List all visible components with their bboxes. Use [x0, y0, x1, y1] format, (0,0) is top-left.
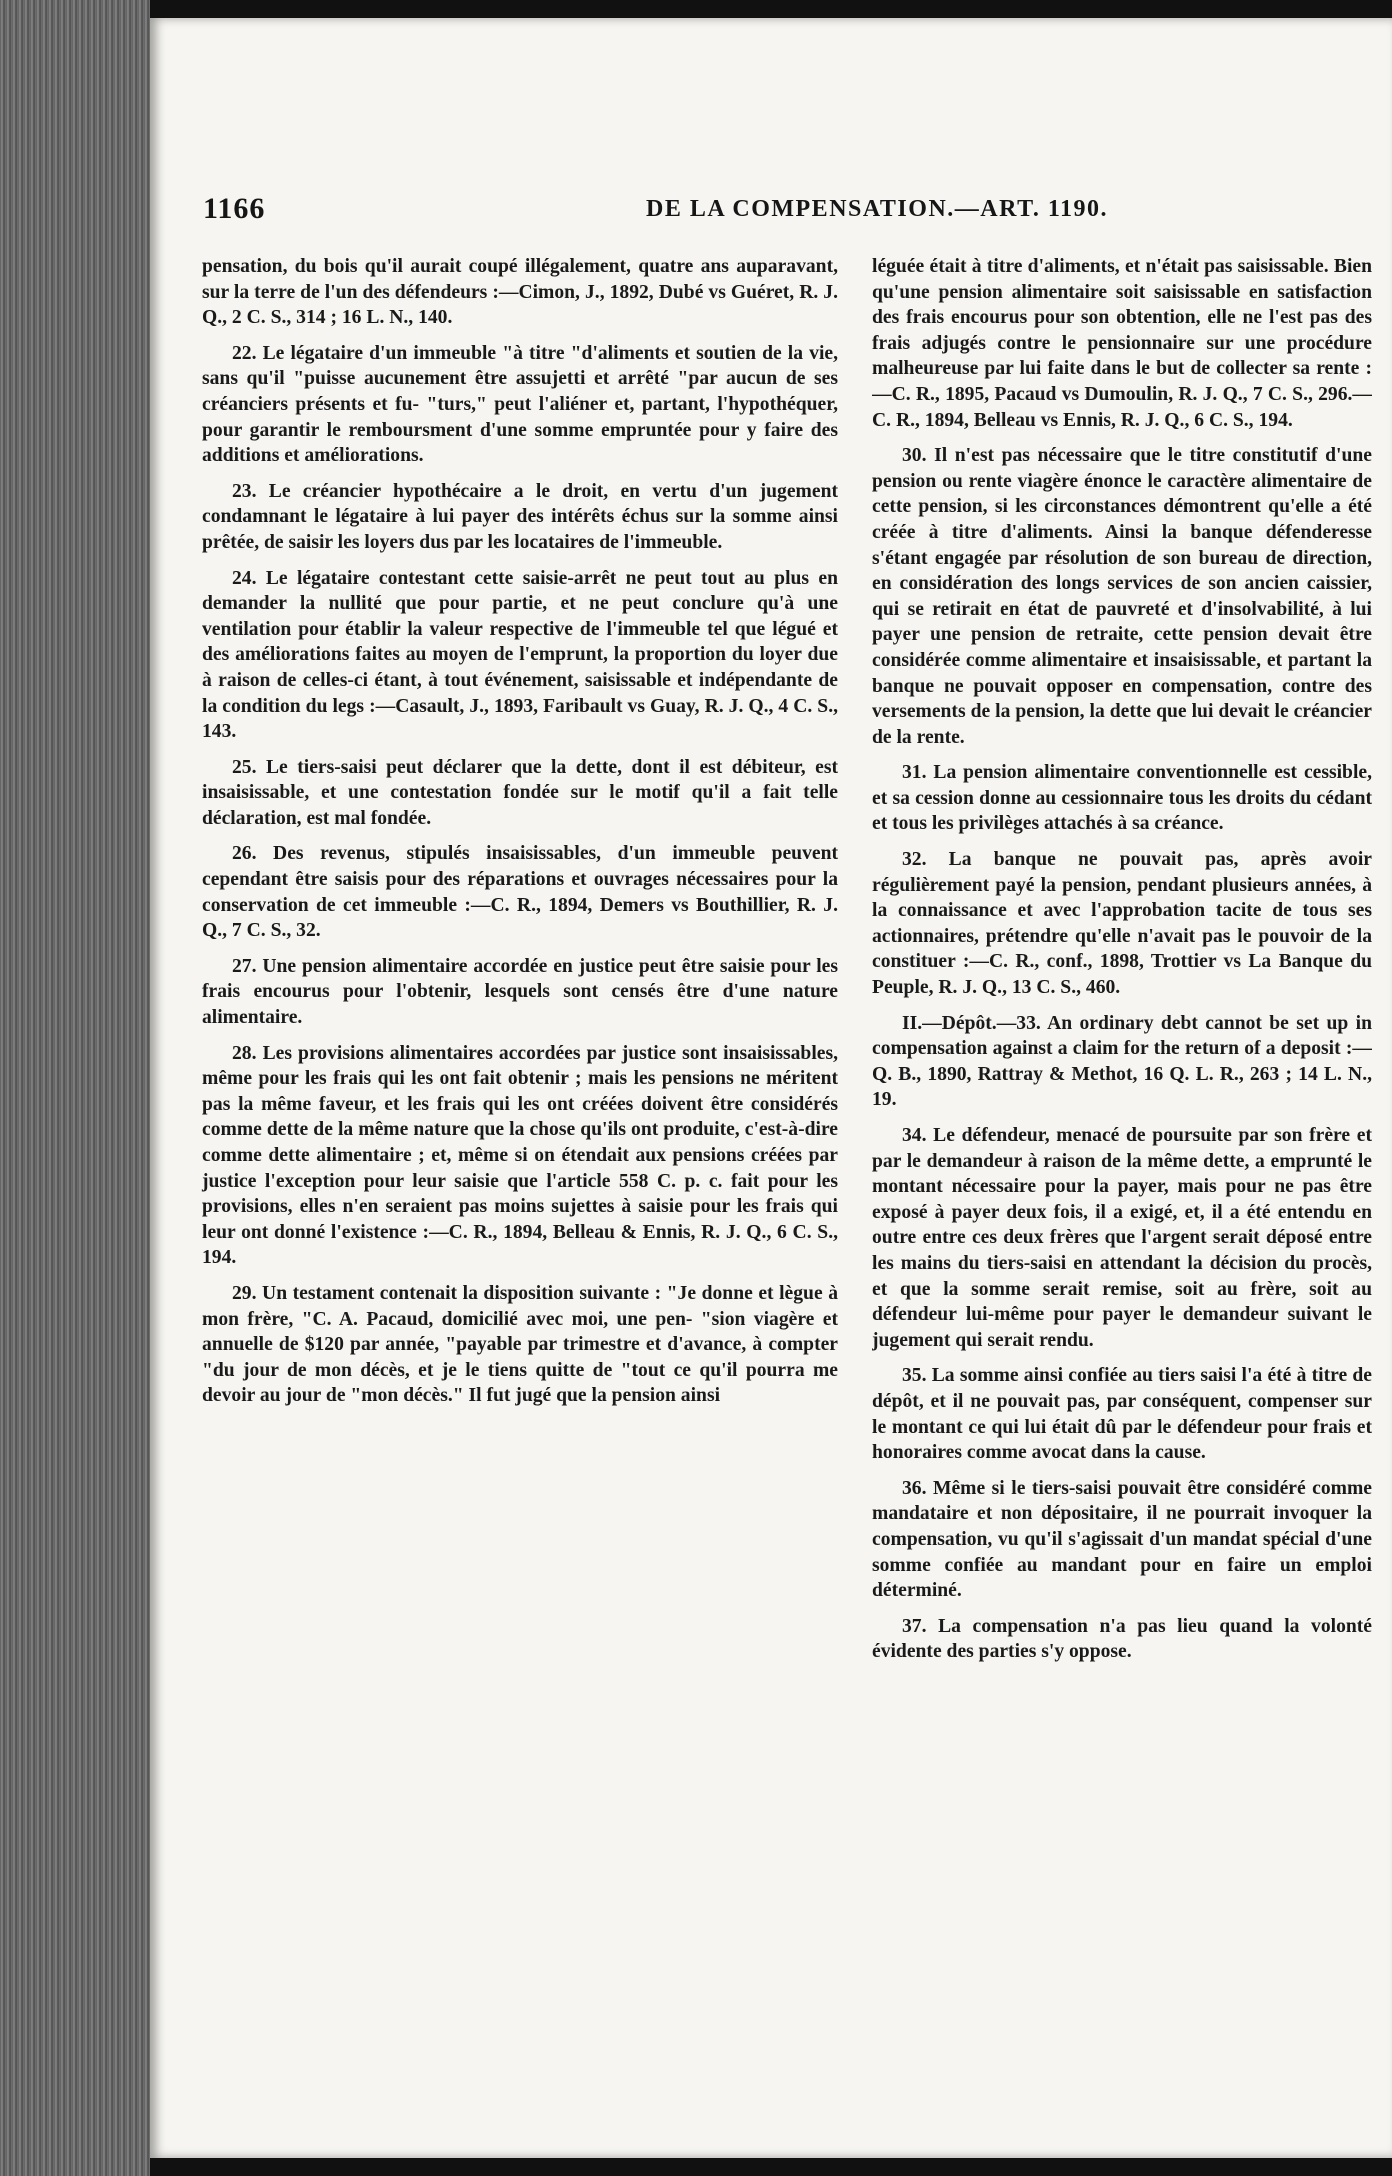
- paragraph-31: 31. La pension alimentaire conventionnelle est cessible, et sa cession donne au cessionnaire tous les droits du cédant et tous les privilèges attachés à sa créance.: [872, 762, 1372, 835]
- paragraph-29: 29. Un testament contenait la disposition suivante : "Je donne et lègue à mon frère, "C. A. Pacaud, domicilié avec moi, une pen- "sion viagère et annuelle de $120 par année, "payable par trimestre et d'avance, à compter "du jour de mon décès, et je le tiens quitte de "tout ce qu'il pourra me devoir au jour de "mon décès." Il fut jugé que la pension ainsi: [202, 1282, 838, 1407]
- paragraph-27: 27. Une pension alimentaire accordée en justice peut être saisie pour les frais encourus pour l'obtenir, lesquels sont censés être d'une nature alimentaire.: [202, 955, 838, 1029]
- paragraph-35: 35. La somme ainsi confiée au tiers saisi l'a été à titre de dépôt, et il ne pouvait pas, par conséquent, compenser sur le montant ce qui lui était dû par le défendeur pour frais et honoraires comme avocat dans la cause.: [872, 1365, 1372, 1464]
- paragraph-25: 25. Le tiers-saisi peut déclarer que la dette, dont il est débiteur, est insaisissable, et une contestation fondée sur le motif qu'il a fait telle déclaration, est mal fondée.: [202, 756, 838, 829]
- paragraph-23: 23. Le créancier hypothécaire a le droit, en vertu d'un jugement condamnant le légataire à lui payer des intérêts échus sur la somme ainsi prêtée, de saisir les loyers dus par les locataires de l'immeuble.: [202, 480, 838, 553]
- paragraph-28: 28. Les provisions alimentaires accordées par justice sont insaisissables, même pour les frais qui les ont fait obtenir ; mais les pensions ne méritent pas la même faveur, et les frais qui les ont créées doivent être considérés comme dette de la même nature que la chose qu'ils ont produite, c'est-à-dire comme dette alimentaire ; et, même si on étendait aux pensions créées par justice l'exception pour leur saisie que l'article 558 C. p. c. fait pour les provisions, elles n'en seraient pas moins sujettes à saisie pour les frais qui leur ont donné l'existence :—C. R., 1894, Belleau & Ennis, R. J. Q., 6 C. S., 194.: [202, 1042, 838, 1269]
- paragraph-29-continuation: léguée était à titre d'aliments, et n'était pas saisissable. Bien qu'une pension alimentaire soit saisissable en satisfaction des frais encourus pour son obtention, elle ne l'est pas des frais adjugés contre le pensionnaire sur une procédure malheureuse par lui faite dans le but de collecter sa rente :—C. R., 1895, Pacaud vs Dumoulin, R. J. Q., 7 C. S., 296.—C. R., 1894, Belleau vs Ennis, R. J. Q., 6 C. S., 194.: [872, 256, 1372, 431]
- page-number: 1166: [203, 192, 266, 225]
- paragraph-36: 36. Même si le tiers-saisi pouvait être considéré comme mandataire et non dépositaire, il ne pourrait invoquer la compensation, vu qu'il s'agissait d'un mandat spécial d'une somme confiée au mandant pour en faire un emploi déterminé.: [872, 1477, 1372, 1602]
- right-column: [872, 254, 1372, 1675]
- paragraph-26: 26. Des revenus, stipulés insaisissables, d'un immeuble peuvent cependant être saisis pour des réparations et ouvrages nécessaires pour la conservation de cet immeuble :—C. R., 1894, Demers vs Bouthillier, R. J. Q., 7 C. S., 32.: [202, 843, 838, 942]
- paragraph-37: 37. La compensation n'a pas lieu quand la volonté évidente des parties s'y oppose.: [872, 1615, 1372, 1663]
- left-column: [202, 254, 838, 1419]
- paragraph-32: 32. La banque ne pouvait pas, après avoir régulièrement payé la pension, pendant plusieurs années, à la connaissance et avec l'approbation tacite de tous ses actionnaires, prétendre qu'elle n'avait pas le pouvoir de la constituer :—C. R., conf., 1898, Trottier vs La Banque du Peuple, R. J. Q., 13 C. S., 460.: [872, 849, 1372, 999]
- paragraph-24: 24. Le légataire contestant cette saisie-arrêt ne peut tout au plus en demander la nullité que pour partie, et ne peut conclure qu'à une ventilation pour établir la valeur respective de l'immeuble tel que légué et des améliorations faites au moyen de l'emprunt, la proportion du loyer due à raison de celles-ci étant, à tout événement, saisissable et indépendante de la condition du legs :—Casault, J., 1893, Faribault vs Guay, R. J. Q., 4 C. S., 143.: [202, 567, 838, 743]
- book-page-edge: [0, 0, 150, 2176]
- paragraph-continuation: pensation, du bois qu'il aurait coupé illégalement, quatre ans auparavant, sur la terre de l'un des défendeurs :—Cimon, J., 1892, Dubé vs Guéret, R. J. Q., 2 C. S., 314 ; 16 L. N., 140.: [202, 256, 838, 329]
- paragraph-22: 22. Le légataire d'un immeuble "à titre "d'aliments et soutien de la vie, sans qu'il "puisse aucunement être assujetti et arrêté "par aucun de ses créanciers présents et fu- "turs," peut l'aliéner et, partant, l'hypothéquer, pour garantir le remboursment d'une somme empruntée pour y faire des additions et améliorations.: [202, 342, 838, 467]
- paragraph-33: II.—Dépôt.—33. An ordinary debt cannot be set up in compensation against a claim for the return of a deposit :—Q. B., 1890, Rattray & Methot, 16 Q. L. R., 263 ; 14 L. N., 19.: [872, 1012, 1372, 1111]
- running-head: DE LA COMPENSATION.—ART. 1190.: [646, 196, 1108, 222]
- paragraph-30: 30. Il n'est pas nécessaire que le titre constitutif d'une pension ou rente viagère énonce le caractère alimentaire de cette pension, si les circonstances démontrent qu'elle a été créée à titre d'aliments. Ainsi la banque défenderesse s'étant engagée par résolution de son bureau de direction, en considération des longs services de son ancien caissier, qui se retirait en état de pauvreté et d'insolvabilité, à lui payer une pension de retraite, cette pension devait être considérée comme alimentaire et insaisissable, et partant la banque ne pouvait opposer en compensation, contre des versements de la pension, la dette que lui devait le créancier de la rente.: [872, 445, 1372, 748]
- paragraph-34: 34. Le défendeur, menacé de poursuite par son frère et par le demandeur à raison de la même dette, a emprunté le montant nécessaire pour la payer, mais pour ne pas être exposé à payer deux fois, il a exigé, et, il a été entendu en outre entre ces deux frères que l'argent serait déposé entre les mains du tiers-saisi en attendant la décision du procès, et que la somme serait remise, soit au frère, soit au défendeur lui-même pour payer le demandeur suivant le jugement qui serait rendu.: [872, 1125, 1372, 1351]
- page-header: [203, 192, 1108, 232]
